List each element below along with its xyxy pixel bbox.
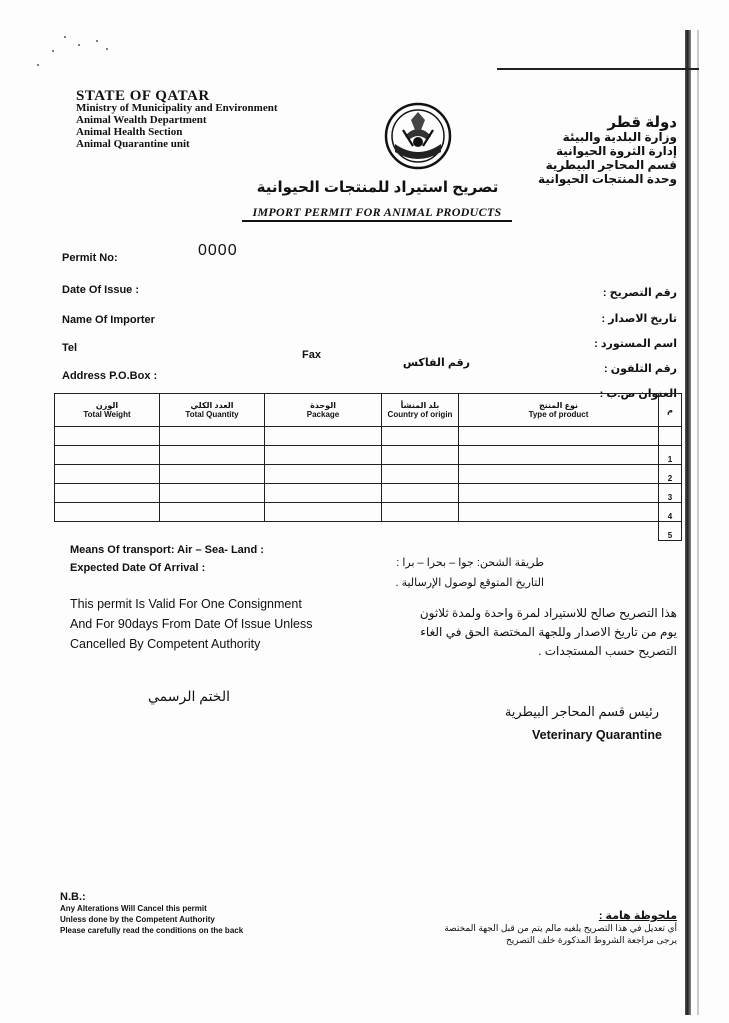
scan-shadow-edge-secondary — [697, 30, 699, 1015]
ministry-ar: وزارة البلدية والبيئة — [562, 130, 677, 144]
scan-speck — [106, 48, 108, 50]
col-total-weight: الوزن Total Weight — [55, 394, 160, 427]
col-total-quantity: العدد الكلي Total Quantity — [160, 394, 265, 427]
table-row — [55, 465, 682, 484]
scan-speck — [78, 44, 80, 46]
veterinary-quarantine-label: Veterinary Quarantine — [532, 728, 662, 742]
document-title-ar: تصريح استيراد للمنتجات الحيوانية — [256, 179, 499, 196]
address-label: Address P.O.Box : — [62, 370, 158, 382]
scan-speck — [96, 40, 98, 42]
means-of-transport-label: Means Of transport: Air – Sea- Land : — [70, 544, 264, 556]
unit-en: Animal Quarantine unit — [76, 138, 190, 150]
department-en: Animal Wealth Department — [76, 114, 207, 126]
means-of-transport-label-ar: طريقة الشحن: جوا – بحرا – برا : — [396, 557, 544, 569]
fax-label: Fax — [302, 349, 321, 361]
document-title-en: IMPORT PERMIT FOR ANIMAL PRODUCTS — [242, 205, 512, 222]
address-label-ar: العنوان ص.ب : — [599, 388, 677, 400]
qatar-emblem-icon — [383, 102, 453, 170]
products-table — [54, 393, 682, 541]
permit-no-label: Permit No: — [62, 252, 118, 264]
table-row — [55, 484, 682, 503]
official-stamp-label: الختم الرسمي — [148, 688, 230, 704]
tel-label: Tel — [62, 342, 78, 354]
row-number: 2 — [659, 465, 682, 484]
col-type-of-product: نوع المنتج Type of product — [459, 394, 659, 427]
english-letterhead — [76, 90, 277, 150]
row-number — [659, 427, 682, 446]
table-row — [55, 446, 682, 465]
importer-name-label-ar: اسم المستورد : — [594, 338, 677, 350]
date-of-issue-label-ar: تاريخ الاصدار : — [601, 313, 677, 325]
nb-notes-en: N.B.: Any Alterations Will Cancel this permit Unless done by the Competent Authority Please carefully read the conditions on the back — [60, 891, 244, 935]
department-ar: إدارة الثروة الحيوانية — [555, 144, 677, 158]
scan-speck — [52, 50, 54, 52]
col-country-of-origin: بلد المنشأ Country of origin — [382, 394, 459, 427]
top-rule — [497, 68, 699, 70]
permit-no-label-ar: رقم التصريح : — [602, 287, 677, 299]
quarantine-head-label-ar: رئيس قسم المحاجر البيطرية — [504, 704, 659, 719]
arabic-letterhead — [538, 116, 677, 186]
importer-name-label: Name Of Importer — [62, 314, 155, 326]
ministry-en: Ministry of Municipality and Environment — [76, 102, 278, 114]
row-number: 1 — [659, 446, 682, 465]
expected-arrival-label-ar: التاريخ المتوقع لوصول الإرسالية . — [395, 577, 544, 589]
state-name-en: STATE OF QATAR — [76, 88, 210, 104]
permit-no-value: 0000 — [198, 242, 238, 259]
row-number: 4 — [659, 503, 682, 522]
unit-ar: وحدة المنتجات الحيوانية — [538, 172, 677, 186]
validity-statement-en: This permit Is Valid For One Consignment And For 90days From Date Of Issue Unless Cancelled By Competent Authority — [70, 597, 313, 651]
row-number: 3 — [659, 484, 682, 503]
scan-speck — [64, 36, 66, 38]
scan-speck — [37, 64, 39, 66]
fax-label-ar: رقم الفاكس — [402, 357, 470, 369]
section-en: Animal Health Section — [76, 126, 183, 138]
row-number: 5 — [659, 522, 682, 541]
expected-arrival-label: Expected Date Of Arrival : — [70, 562, 206, 574]
state-name-ar: دولة قطر — [607, 114, 677, 131]
important-note-ar: ملحوظة هامة : أي تعديل في هذا التصريح يلغيه مالم يتم من قبل الجهة المختصة يرجى مراجعة الشروط المذكورة خلف التصريح — [444, 910, 677, 945]
table-row — [55, 503, 682, 522]
table-header-row — [55, 394, 682, 427]
validity-statement-ar: هذا التصريح صالح للاستيراد لمرة واحدة ولمدة ثلاثون يوم من تاريخ الاصدار وللجهة المختصة الحق في الغاء التصريح حسب المستجدات . — [419, 606, 677, 658]
table-row — [55, 427, 682, 446]
table-row — [55, 522, 682, 541]
section-ar: قسم المحاجر البيطرية — [545, 158, 677, 172]
col-package: الوحدة Package — [265, 394, 382, 427]
scan-shadow-edge — [685, 30, 691, 1015]
date-of-issue-label: Date Of Issue : — [62, 284, 140, 296]
tel-label-ar: رقم التلفون : — [603, 363, 677, 375]
col-serial: م — [659, 394, 682, 427]
